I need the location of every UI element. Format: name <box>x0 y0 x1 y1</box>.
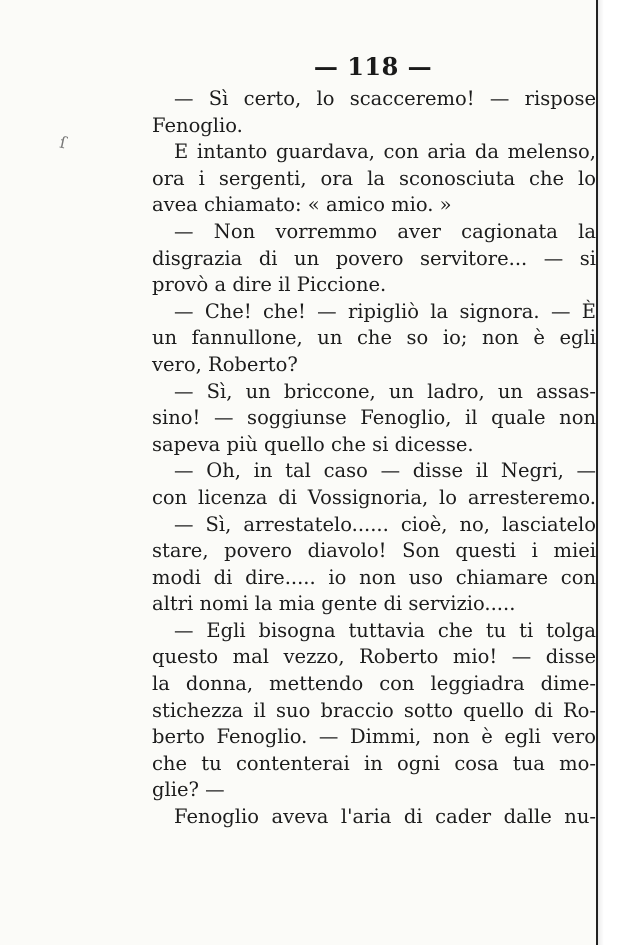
text-line: disgrazia di un povero servitore... — si <box>152 246 596 270</box>
text-line: modi di dire..... io non uso chiamare con <box>152 565 596 589</box>
page-edge-shadow <box>596 0 630 945</box>
text-line: E intanto guardava, con aria da melenso, <box>174 140 596 164</box>
text-line: — Sì certo, lo scacceremo! — rispose <box>174 87 596 110</box>
text-line: — Che! che! — ripigliò la signora. — È <box>174 299 596 323</box>
page-edge-rule <box>596 0 598 945</box>
text-line: ora i sergenti, ora la sconosciuta che lo <box>152 166 596 190</box>
text-line: stare, povero diavolo! Son questi i miei <box>152 539 596 563</box>
text-line: la donna, mettendo con leggiadra dime- <box>152 672 596 696</box>
text-line: Fenoglio aveva l'aria di cader dalle nu- <box>174 805 596 829</box>
text-line: che tu contenterai in ogni cosa tua mo- <box>152 751 596 775</box>
text-line: vero, Roberto? <box>152 352 298 376</box>
text-line: berto Fenoglio. — Dimmi, non è egli vero <box>152 725 596 749</box>
text-line: — Non vorremmo aver cagionata la <box>174 219 596 243</box>
page-number: — 118 — <box>313 52 433 81</box>
margin-mark: ſ <box>58 132 68 153</box>
text-line: avea chiamato: « amico mio. » <box>152 193 452 217</box>
text-line: altri nomi la mia gente di servizio..... <box>152 592 516 616</box>
text-line: sapeva più quello che si dicesse. <box>152 432 474 456</box>
text-line: questo mal vezzo, Roberto mio! — disse <box>152 645 596 669</box>
text-line: con licenza di Vossignoria, lo arresteremo. <box>152 485 596 509</box>
text-line: glie? — <box>152 778 225 802</box>
text-line: sino! — soggiunse Fenoglio, il quale non <box>152 406 596 430</box>
text-line: — Egli bisogna tuttavia che tu ti tolga <box>174 618 596 642</box>
text-line: — Sì, un briccone, un ladro, un assas- <box>174 379 596 403</box>
text-line: Fenoglio. <box>152 113 243 137</box>
text-line: provò a dire il Piccione. <box>152 273 387 297</box>
text-line: un fannullone, un che so io; non è egli <box>152 326 596 350</box>
page-body-text <box>152 86 596 831</box>
text-line: — Oh, in tal caso — disse il Negri, — <box>174 459 596 483</box>
text-line: stichezza il suo braccio sotto quello di Ro- <box>152 698 596 722</box>
text-line: — Sì, arrestatelo...... cioè, no, lasciatelo <box>174 512 596 536</box>
